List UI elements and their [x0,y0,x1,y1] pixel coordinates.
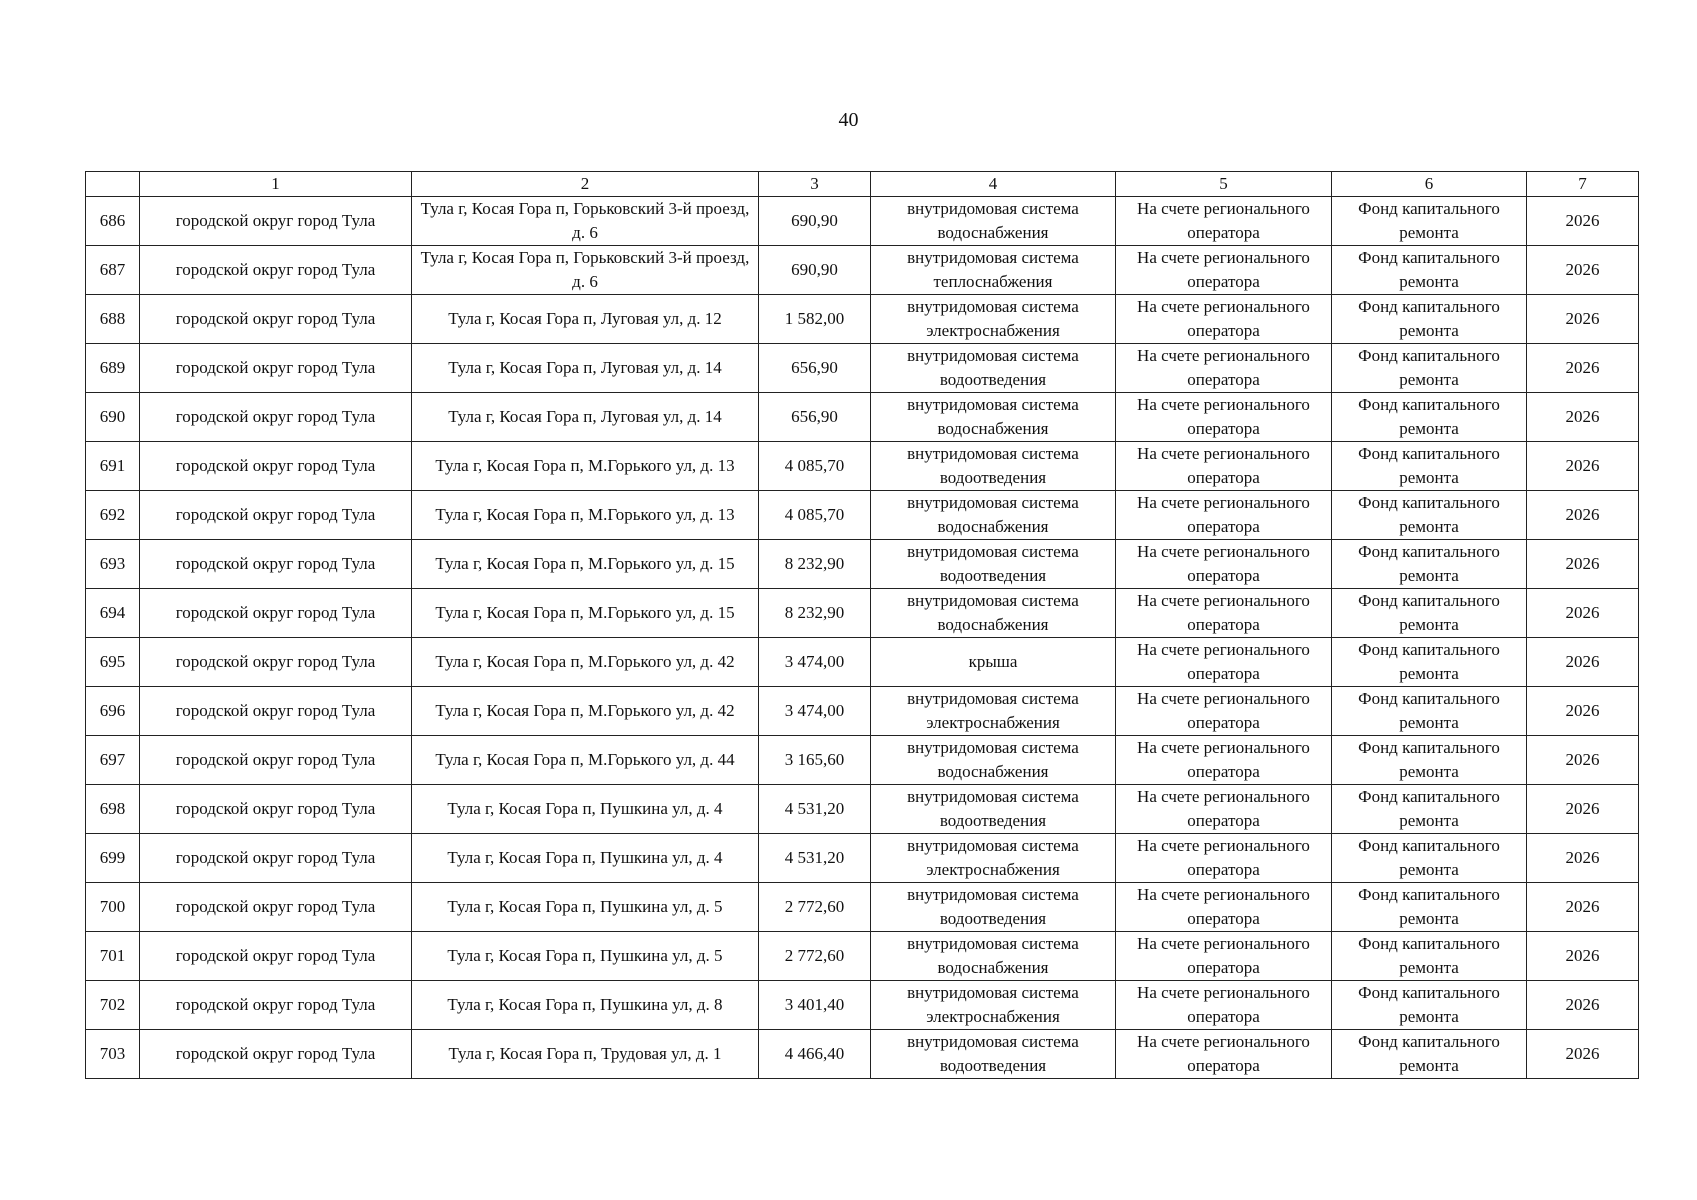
page-number: 40 [838,109,859,131]
cell-address: Тула г, Косая Гора п, Горьковский 3-й проезд, д. 6 [412,246,759,295]
cell-work-type: внутридомовая система водоснабжения [871,932,1116,981]
cell-year: 2026 [1527,540,1639,589]
column-header-index [86,172,140,197]
cell-work-type: внутридомовая система электроснабжения [871,834,1116,883]
cell-funding-method: На счете регионального оператора [1116,638,1332,687]
cell-municipality: городской округ город Тула [140,981,412,1030]
column-header-6: 6 [1332,172,1527,197]
cell-address: Тула г, Косая Гора п, Луговая ул, д. 14 [412,393,759,442]
cell-year: 2026 [1527,393,1639,442]
cell-funding-source: Фонд капитального ремонта [1332,246,1527,295]
cell-funding-source: Фонд капитального ремонта [1332,981,1527,1030]
cell-work-type: внутридомовая система водоотведения [871,1030,1116,1079]
cell-municipality: городской округ город Тула [140,295,412,344]
cell-funding-method: На счете регионального оператора [1116,393,1332,442]
cell-funding-method: На счете регионального оператора [1116,883,1332,932]
cell-total-area: 2 772,60 [759,932,871,981]
cell-row-number: 688 [86,295,140,344]
table-row [86,932,1639,981]
cell-year: 2026 [1527,589,1639,638]
table-row [86,638,1639,687]
cell-address: Тула г, Косая Гора п, Луговая ул, д. 12 [412,295,759,344]
cell-year: 2026 [1527,981,1639,1030]
table-row [86,246,1639,295]
cell-year: 2026 [1527,736,1639,785]
cell-year: 2026 [1527,1030,1639,1079]
cell-work-type: внутридомовая система водоснабжения [871,197,1116,246]
cell-year: 2026 [1527,638,1639,687]
column-header-1: 1 [140,172,412,197]
cell-work-type: внутридомовая система водоснабжения [871,393,1116,442]
cell-funding-source: Фонд капитального ремонта [1332,883,1527,932]
cell-year: 2026 [1527,197,1639,246]
cell-funding-source: Фонд капитального ремонта [1332,589,1527,638]
cell-year: 2026 [1527,932,1639,981]
cell-year: 2026 [1527,883,1639,932]
cell-funding-source: Фонд капитального ремонта [1332,540,1527,589]
cell-funding-method: На счете регионального оператора [1116,687,1332,736]
cell-funding-method: На счете регионального оператора [1116,295,1332,344]
cell-municipality: городской округ город Тула [140,589,412,638]
table-row [86,834,1639,883]
cell-address: Тула г, Косая Гора п, М.Горького ул, д. 13 [412,491,759,540]
cell-address: Тула г, Косая Гора п, М.Горького ул, д. 42 [412,687,759,736]
table-row [86,736,1639,785]
cell-municipality: городской округ город Тула [140,638,412,687]
cell-funding-source: Фонд капитального ремонта [1332,344,1527,393]
cell-funding-source: Фонд капитального ремонта [1332,491,1527,540]
cell-funding-source: Фонд капитального ремонта [1332,834,1527,883]
cell-address: Тула г, Косая Гора п, Горьковский 3-й проезд, д. 6 [412,197,759,246]
cell-total-area: 4 085,70 [759,491,871,540]
cell-year: 2026 [1527,442,1639,491]
table-row [86,344,1639,393]
table-row [86,883,1639,932]
cell-total-area: 8 232,90 [759,589,871,638]
cell-row-number: 698 [86,785,140,834]
table-row [86,491,1639,540]
cell-municipality: городской округ город Тула [140,1030,412,1079]
cell-municipality: городской округ город Тула [140,197,412,246]
cell-funding-source: Фонд капитального ремонта [1332,736,1527,785]
cell-total-area: 656,90 [759,344,871,393]
cell-work-type: внутридомовая система водоотведения [871,344,1116,393]
table-row [86,442,1639,491]
cell-municipality: городской округ город Тула [140,834,412,883]
cell-row-number: 694 [86,589,140,638]
cell-total-area: 3 401,40 [759,981,871,1030]
cell-funding-method: На счете регионального оператора [1116,981,1332,1030]
cell-municipality: городской округ город Тула [140,883,412,932]
cell-address: Тула г, Косая Гора п, Пушкина ул, д. 5 [412,932,759,981]
cell-municipality: городской округ город Тула [140,785,412,834]
column-header-4: 4 [871,172,1116,197]
cell-year: 2026 [1527,344,1639,393]
cell-funding-source: Фонд капитального ремонта [1332,295,1527,344]
cell-row-number: 702 [86,981,140,1030]
cell-row-number: 690 [86,393,140,442]
cell-row-number: 695 [86,638,140,687]
cell-address: Тула г, Косая Гора п, Пушкина ул, д. 4 [412,785,759,834]
cell-funding-source: Фонд капитального ремонта [1332,1030,1527,1079]
cell-address: Тула г, Косая Гора п, М.Горького ул, д. 15 [412,589,759,638]
cell-funding-method: На счете регионального оператора [1116,1030,1332,1079]
cell-total-area: 690,90 [759,197,871,246]
table-row [86,589,1639,638]
table-row [86,981,1639,1030]
register-table [85,171,1639,1079]
cell-year: 2026 [1527,687,1639,736]
column-header-5: 5 [1116,172,1332,197]
cell-row-number: 691 [86,442,140,491]
cell-address: Тула г, Косая Гора п, М.Горького ул, д. 13 [412,442,759,491]
cell-funding-source: Фонд капитального ремонта [1332,393,1527,442]
cell-address: Тула г, Косая Гора п, М.Горького ул, д. 15 [412,540,759,589]
cell-work-type: внутридомовая система водоснабжения [871,589,1116,638]
cell-total-area: 690,90 [759,246,871,295]
cell-municipality: городской округ город Тула [140,687,412,736]
cell-funding-method: На счете регионального оператора [1116,736,1332,785]
cell-funding-method: На счете регионального оператора [1116,197,1332,246]
cell-total-area: 4 531,20 [759,834,871,883]
cell-address: Тула г, Косая Гора п, Пушкина ул, д. 8 [412,981,759,1030]
cell-total-area: 4 531,20 [759,785,871,834]
cell-municipality: городской округ город Тула [140,540,412,589]
table-row [86,197,1639,246]
cell-municipality: городской округ город Тула [140,736,412,785]
cell-work-type: внутридомовая система теплоснабжения [871,246,1116,295]
cell-funding-source: Фонд капитального ремонта [1332,785,1527,834]
cell-funding-method: На счете регионального оператора [1116,589,1332,638]
cell-address: Тула г, Косая Гора п, Трудовая ул, д. 1 [412,1030,759,1079]
cell-work-type: внутридомовая система водоснабжения [871,736,1116,785]
cell-funding-method: На счете регионального оператора [1116,785,1332,834]
cell-funding-source: Фонд капитального ремонта [1332,638,1527,687]
cell-total-area: 1 582,00 [759,295,871,344]
cell-row-number: 697 [86,736,140,785]
cell-total-area: 3 474,00 [759,638,871,687]
cell-address: Тула г, Косая Гора п, М.Горького ул, д. 44 [412,736,759,785]
table-row [86,1030,1639,1079]
cell-work-type: внутридомовая система электроснабжения [871,981,1116,1030]
cell-total-area: 4 085,70 [759,442,871,491]
cell-year: 2026 [1527,246,1639,295]
cell-row-number: 689 [86,344,140,393]
table-row [86,540,1639,589]
cell-work-type: крыша [871,638,1116,687]
cell-work-type: внутридомовая система водоотведения [871,785,1116,834]
column-header-7: 7 [1527,172,1639,197]
cell-row-number: 703 [86,1030,140,1079]
cell-municipality: городской округ город Тула [140,246,412,295]
cell-funding-method: На счете регионального оператора [1116,540,1332,589]
cell-work-type: внутридомовая система электроснабжения [871,295,1116,344]
cell-total-area: 2 772,60 [759,883,871,932]
cell-municipality: городской округ город Тула [140,491,412,540]
cell-year: 2026 [1527,834,1639,883]
table-row [86,687,1639,736]
cell-address: Тула г, Косая Гора п, Луговая ул, д. 14 [412,344,759,393]
cell-row-number: 687 [86,246,140,295]
cell-total-area: 3 474,00 [759,687,871,736]
cell-funding-method: На счете регионального оператора [1116,932,1332,981]
cell-row-number: 699 [86,834,140,883]
cell-funding-source: Фонд капитального ремонта [1332,442,1527,491]
cell-funding-method: На счете регионального оператора [1116,246,1332,295]
cell-total-area: 3 165,60 [759,736,871,785]
cell-row-number: 701 [86,932,140,981]
cell-year: 2026 [1527,491,1639,540]
table-row [86,785,1639,834]
cell-work-type: внутридомовая система электроснабжения [871,687,1116,736]
cell-municipality: городской округ город Тула [140,932,412,981]
cell-total-area: 4 466,40 [759,1030,871,1079]
cell-funding-source: Фонд капитального ремонта [1332,932,1527,981]
cell-year: 2026 [1527,785,1639,834]
cell-municipality: городской округ город Тула [140,344,412,393]
cell-funding-method: На счете регионального оператора [1116,834,1332,883]
cell-work-type: внутридомовая система водоотведения [871,442,1116,491]
cell-row-number: 696 [86,687,140,736]
table-row [86,295,1639,344]
cell-row-number: 700 [86,883,140,932]
cell-row-number: 693 [86,540,140,589]
cell-address: Тула г, Косая Гора п, М.Горького ул, д. 42 [412,638,759,687]
cell-funding-method: На счете регионального оператора [1116,491,1332,540]
cell-year: 2026 [1527,295,1639,344]
table-row [86,393,1639,442]
cell-work-type: внутридомовая система водоотведения [871,540,1116,589]
cell-address: Тула г, Косая Гора п, Пушкина ул, д. 4 [412,834,759,883]
cell-funding-source: Фонд капитального ремонта [1332,197,1527,246]
cell-total-area: 656,90 [759,393,871,442]
cell-row-number: 686 [86,197,140,246]
cell-municipality: городской округ город Тула [140,442,412,491]
table-body [86,197,1639,1079]
cell-municipality: городской округ город Тула [140,393,412,442]
column-number-header-row [86,172,1639,197]
cell-work-type: внутридомовая система водоотведения [871,883,1116,932]
cell-work-type: внутридомовая система водоснабжения [871,491,1116,540]
column-header-2: 2 [412,172,759,197]
cell-total-area: 8 232,90 [759,540,871,589]
cell-funding-method: На счете регионального оператора [1116,442,1332,491]
column-header-3: 3 [759,172,871,197]
cell-row-number: 692 [86,491,140,540]
cell-address: Тула г, Косая Гора п, Пушкина ул, д. 5 [412,883,759,932]
cell-funding-method: На счете регионального оператора [1116,344,1332,393]
cell-funding-source: Фонд капитального ремонта [1332,687,1527,736]
